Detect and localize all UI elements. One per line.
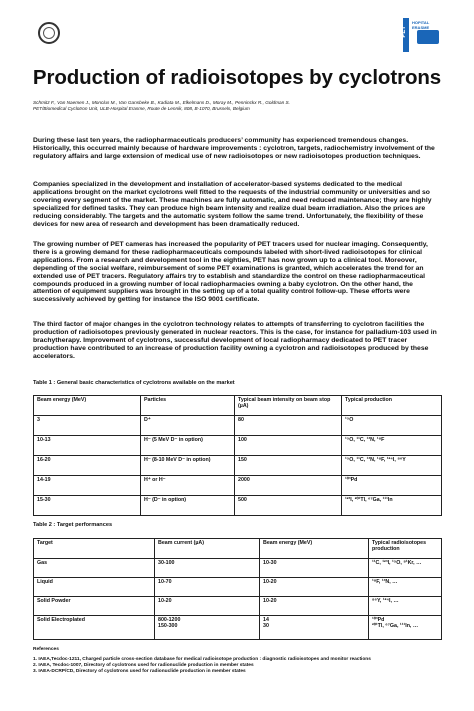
table-cell: ¹⁵O, ¹¹C, ¹³N, ¹⁸F, ¹²⁴I, ⁸⁶Y (342, 456, 442, 476)
table-cell: 10-20 (260, 597, 369, 616)
third-factor-paragraph: The third factor of major changes in the cyclotron technology relates to attempts of transferring to cyclotron facilities the production of radioisotopes previously generated in nuclear reactors. This is the case, for instance for palladium-103 used in brachytherapy. Improvement of cyclotrons, successful development of local radiopharmacy dedicated to PET tracer production have contributed to an increase of production facility owning a cyclotron and radioisotopes produced by these accelerators. (33, 321, 437, 360)
table-cell: 10-20 (155, 597, 260, 616)
column-header: Typical beam intensity on beam stop (µA) (235, 396, 342, 416)
table-cell: 2000 (235, 476, 342, 496)
reference-item: 2. IAEA, Tecdoc-1007, Directory of cyclotrons used for radionuclide production in member states (33, 663, 254, 669)
companies-paragraph: Companies specialized in the development and installation of accelerator-based systems dedicated to the medical applications brought on the market cyclotrons well fitted to the requests of the industrial community or universities and so covering every segment of the market. These machines are fully automatic, and need reduced maintenance; they are highly specialized for defined tasks. They can produce high beam intensity and realize dual beam irradiation. Also the prices are reducing considerably. The targets and the automatic system follow the same trend. Unfortunately, the flexibility of these devices for new area of research and development has been dramatically reduced. (33, 181, 432, 228)
table-row (34, 436, 442, 456)
column-header: Typical radioisotopes production (369, 539, 442, 559)
table-cell: Gas (34, 559, 155, 578)
column-header: Beam energy (MeV) (260, 539, 369, 559)
table-cell: H⁻ (5 MeV D⁻ in option) (141, 436, 235, 456)
table-cell: 100 (235, 436, 342, 456)
hospital-logo-name: HOPITAL ERASME (412, 20, 430, 30)
table-cell: 16-20 (34, 456, 141, 476)
table-cell: 10-70 (155, 578, 260, 597)
table-cell: 150 (235, 456, 342, 476)
column-header: Typical production (342, 396, 442, 416)
table-cell: 800-1200 150-300 (155, 616, 260, 640)
column-header: Particles (141, 396, 235, 416)
table-cell: 14-19 (34, 476, 141, 496)
table-cell: 3 (34, 416, 141, 436)
references-heading: References (33, 647, 59, 652)
affiliation: PET/Biomedical Cyclotron Unit, ULB-Hospital Erasme, Route de Lennik, 808, B-1070, Brussels, Belgium (33, 106, 250, 112)
author-block (33, 100, 453, 112)
table-cell: ¹⁸F, ¹³N, … (369, 578, 442, 597)
table-row (34, 496, 442, 516)
table1-caption: Table 1 : General basic characteristics of cyclotrons available on the market (33, 380, 235, 386)
table-row (34, 578, 442, 597)
table-row (34, 559, 442, 578)
target-performance-table (33, 538, 442, 640)
table-cell: 10-20 (260, 578, 369, 597)
table-cell: Solid Powder (34, 597, 155, 616)
table-row (34, 616, 442, 640)
table-row (34, 476, 442, 496)
table-cell: 30-100 (155, 559, 260, 578)
pet-logo-text: PET (401, 26, 407, 38)
intro-paragraph: During these last ten years, the radiopharmaceuticals producers’ community has experienced tremendous changes. Historically, this occurred mainly because of hardware improvements : cyclotron, targets, radiochemistry involvement of the regulatory affairs and large extension of medical use of new radioisotopes or new radioisotopes production techniques. (33, 137, 435, 160)
table-cell: ¹⁵O (342, 416, 442, 436)
reference-item: 1. IAEA,Tecdoc-1211, Charged particle cross-section database for medical radioisotope production : diagnostic radioisotopes and monitor reactions (33, 657, 371, 663)
column-header: Beam energy (MeV) (34, 396, 141, 416)
table-row (34, 456, 442, 476)
table-cell: ¹⁰³Pd (342, 476, 442, 496)
table2-caption: Table 2 : Target performances (33, 522, 113, 528)
table-cell: 80 (235, 416, 342, 436)
table-cell: H⁻ (D⁻ in option) (141, 496, 235, 516)
table-cell: H⁺ or H⁻ (141, 476, 235, 496)
author-list: Schmitz F., Van Naemen J., Monclus M., Van Gansbeke B., Kadiata M., Elkelmans D., Moray M., Penninckx R., Goldman S. (33, 100, 290, 105)
column-header: Target (34, 539, 155, 559)
table-cell: 15-30 (34, 496, 141, 516)
column-header: Beam current (µA) (155, 539, 260, 559)
table-row (34, 597, 442, 616)
table-row (34, 416, 442, 436)
table-header-row (34, 396, 442, 416)
table-cell: ¹¹C, ¹²³I, ¹⁵O, ⁸¹Kr, … (369, 559, 442, 578)
table-cell: 10-13 (34, 436, 141, 456)
hospital-pet-logo (403, 18, 447, 52)
table-cell: 14 30 (260, 616, 369, 640)
table-cell: 500 (235, 496, 342, 516)
table-cell: Solid Electroplated (34, 616, 155, 640)
table-cell: Liquid (34, 578, 155, 597)
table-header-row (34, 539, 442, 559)
table-cell: 10-30 (260, 559, 369, 578)
poster-title: Production of radioisotopes by cyclotrons (32, 66, 442, 89)
table-cell: H⁻ (8-10 MeV D⁻ in option) (141, 456, 235, 476)
reference-item: 3. IAEA-DCRP/CD, Directory of cyclotrons used for radionuclide production in member states (33, 669, 246, 675)
pet-growth-paragraph: The growing number of PET cameras has increased the popularity of PET tracers used for nuclear imaging. Consequently, there is a growing demand for these radiopharmaceuticals compounds labeled with short-lived radioisotopes for clinical applications. From a research and development tool in the eighties, PET has now grown up to a clinical tool. Moreover, depending of the social welfare, reimbursement of some PET examinations is granted, which accelerates the trend for an extended use of PET tracers. Regulatory affairs try to establish and standardize the control on these radiopharmaceutical compounds produced in a growing number of local radiopharmacies owning a baby cyclotron. On the other hand, the attention of equipment suppliers was brought in the setting up of a total quality control follow-up. These efforts were successively achieved by getting for instance the ISO 9001 certificate. (33, 241, 428, 304)
table-cell: ¹⁵O, ¹¹C, ¹³N, ¹⁸F (342, 436, 442, 456)
table-cell: ¹²³I, ²⁰¹Tl, ⁶⁷Ga, ¹¹¹In (342, 496, 442, 516)
table-cell: ⁸⁶Y, ¹²⁴I, … (369, 597, 442, 616)
cyclotron-characteristics-table (33, 395, 442, 516)
table-cell: ¹⁰³Pd ²⁰¹Tl, ⁶⁷Ga, ¹¹¹In, … (369, 616, 442, 640)
references-section (33, 647, 453, 675)
university-seal-logo (38, 22, 60, 44)
table-cell: D⁺ (141, 416, 235, 436)
